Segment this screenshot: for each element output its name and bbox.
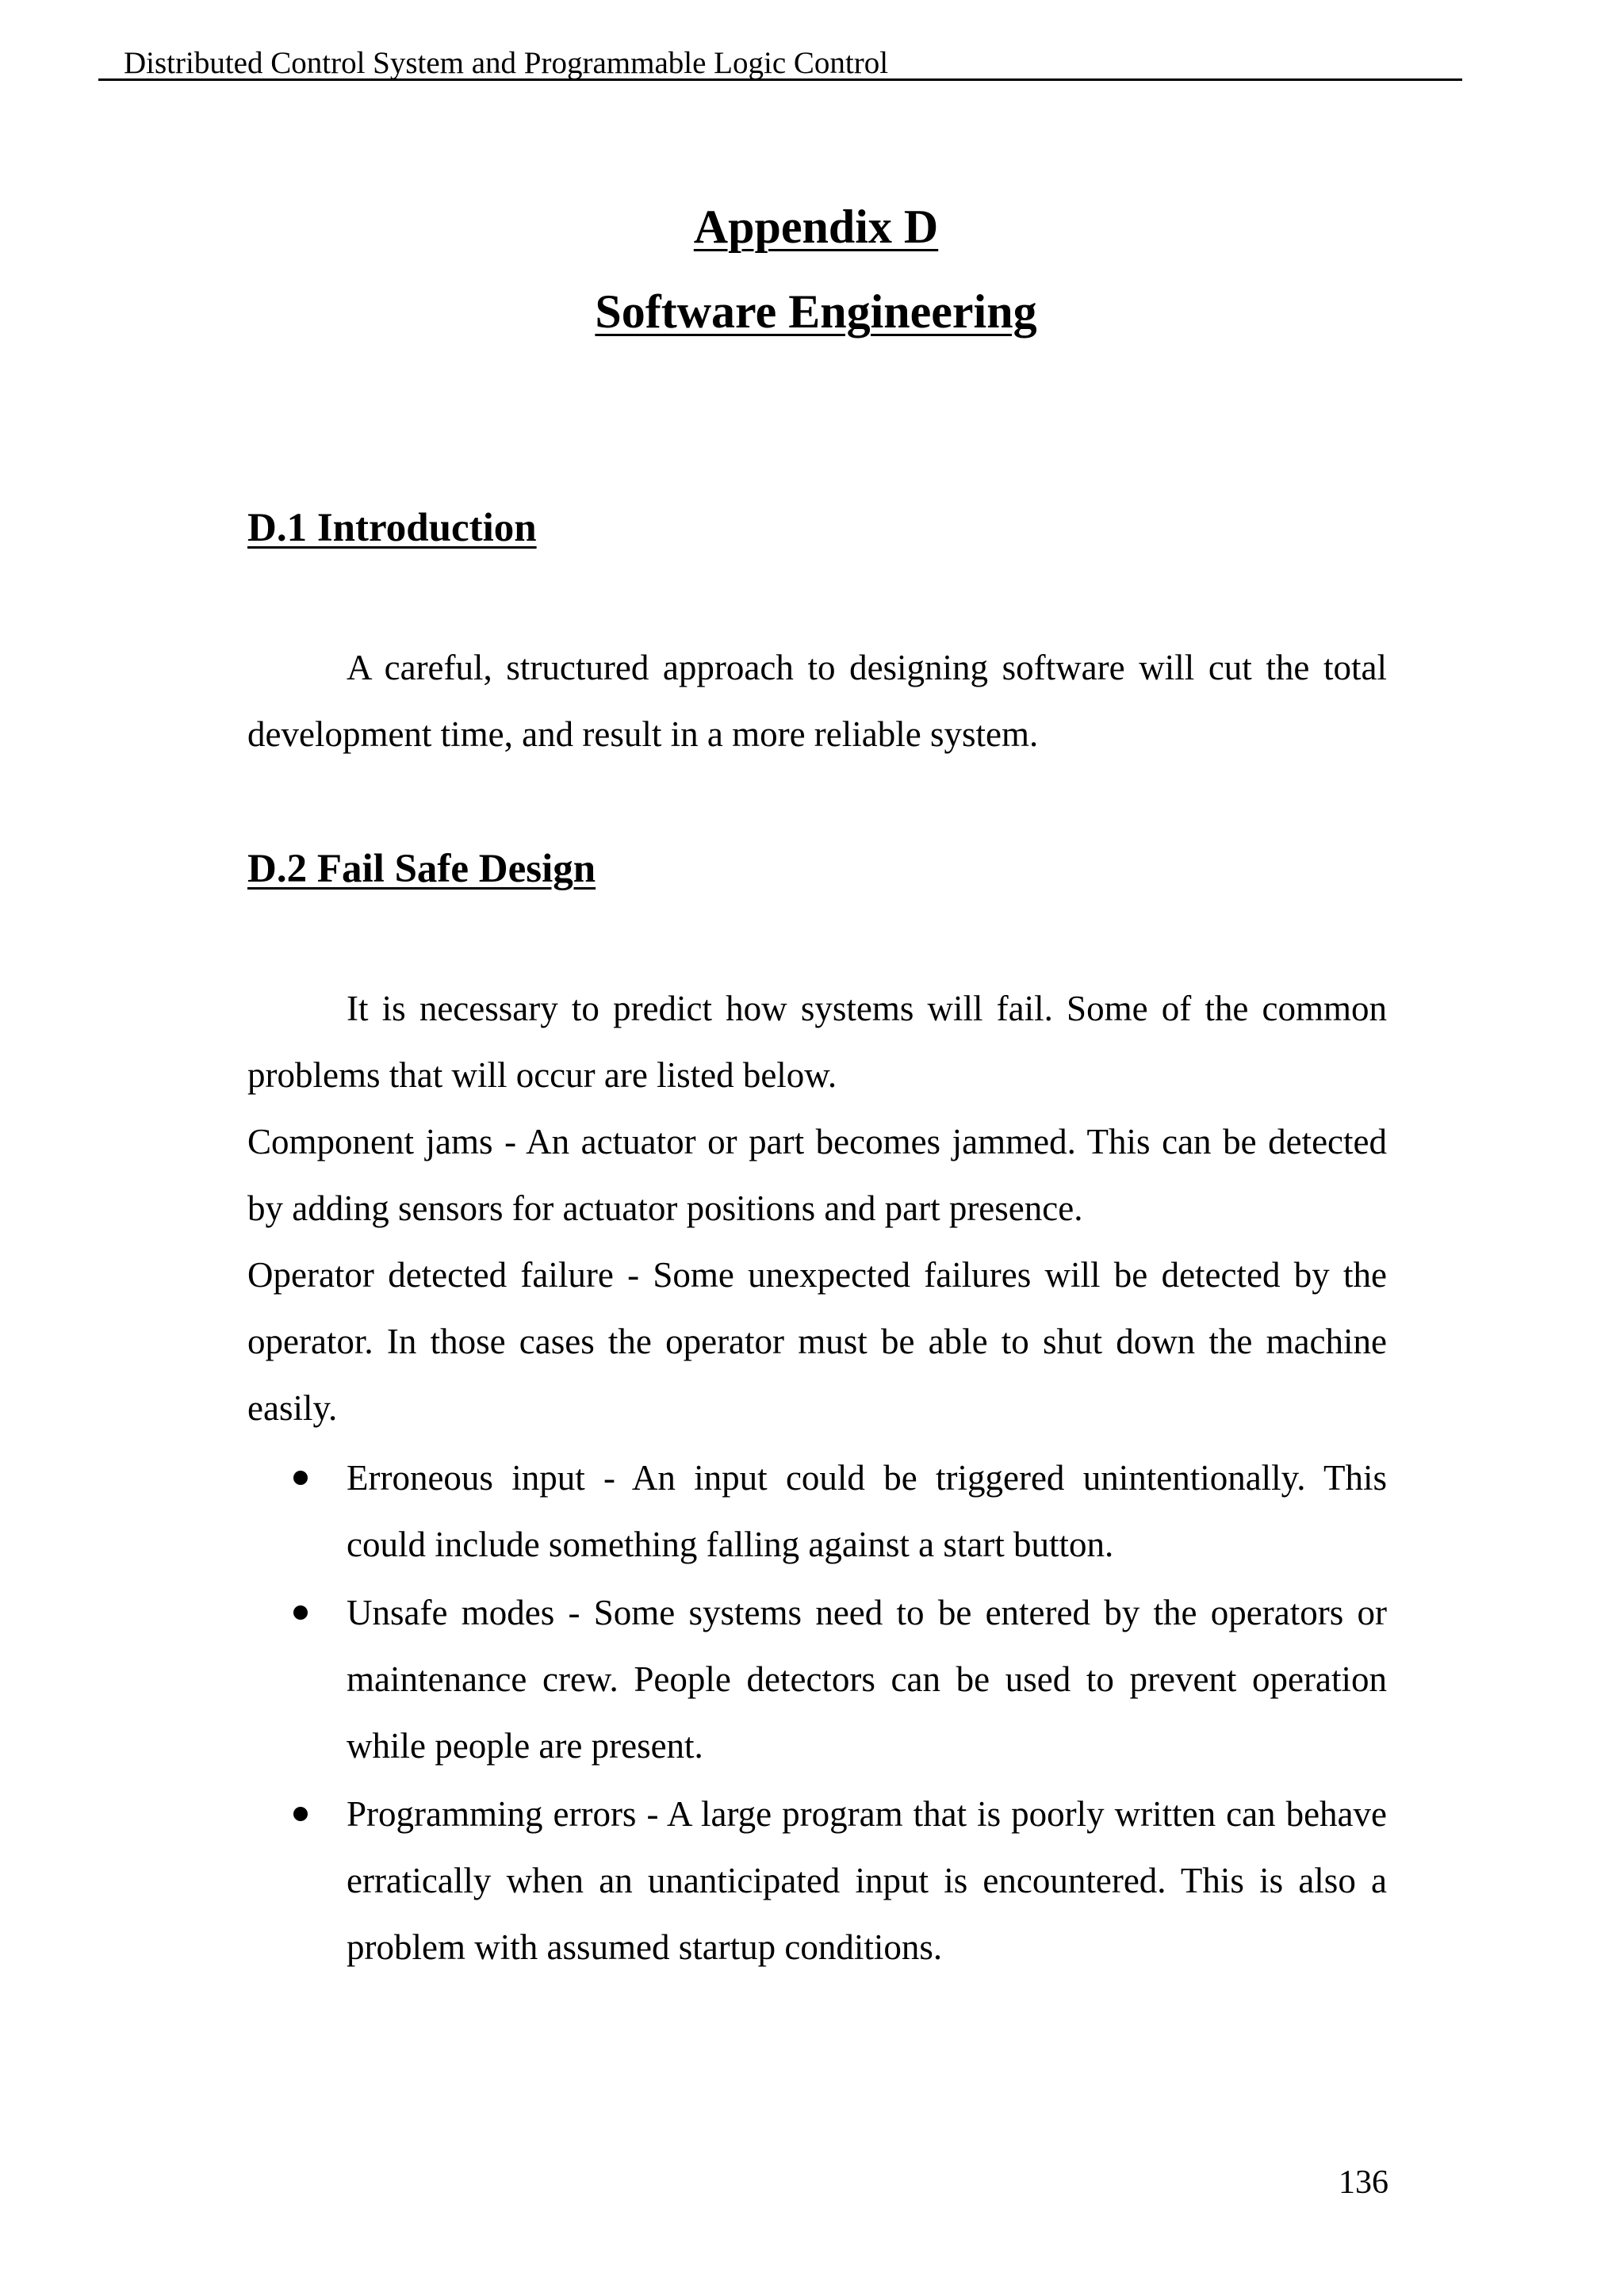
bullet-icon xyxy=(293,1807,308,1821)
running-header-title: Distributed Control System and Programmable Logic Control xyxy=(124,46,889,80)
page-number: 136 xyxy=(1339,2164,1388,2201)
appendix-title: Software Engineering xyxy=(595,285,1037,338)
bullet-icon xyxy=(293,1471,308,1485)
list-item-text: Programming errors - A large program that is poorly written can behave erratically when an unanticipated input is encountered. This is also a problem with assumed startup conditions. xyxy=(347,1794,1387,1967)
list-item-text: Erroneous input - An input could be triggered unintentionally. This could include something falling against a start button. xyxy=(347,1458,1387,1564)
bullet-icon xyxy=(293,1605,308,1620)
paragraph: A careful, structured approach to designing software will cut the total development time, and result in a more reliable system. xyxy=(247,648,1387,754)
paragraph: Component jams - An actuator or part becomes jammed. This can be detected by adding sensors for actuator positions and part presence. xyxy=(247,1122,1387,1228)
section-heading-introduction: D.1 Introduction xyxy=(247,506,537,550)
paragraph: Operator detected failure - Some unexpected failures will be detected by the operator. In those cases the operator must be able to shut down the machine easily. xyxy=(247,1255,1387,1428)
appendix-label: Appendix D xyxy=(693,201,939,253)
running-header xyxy=(98,43,1462,81)
failure-bullet-list xyxy=(247,1445,1387,1982)
section-heading-fail-safe-design: D.2 Fail Safe Design xyxy=(247,847,596,891)
paragraph: It is necessary to predict how systems will fail. Some of the common problems that will occur are listed below. xyxy=(247,989,1387,1095)
section-body-introduction xyxy=(247,634,1387,767)
list-item xyxy=(247,1579,1387,1779)
list-item-text: Unsafe modes - Some systems need to be entered by the operators or maintenance crew. People detectors can be used to prevent operation while people are present. xyxy=(347,1593,1387,1766)
list-item xyxy=(247,1781,1387,1980)
section-body-fail-safe-design xyxy=(247,975,1387,1441)
list-item xyxy=(247,1445,1387,1578)
